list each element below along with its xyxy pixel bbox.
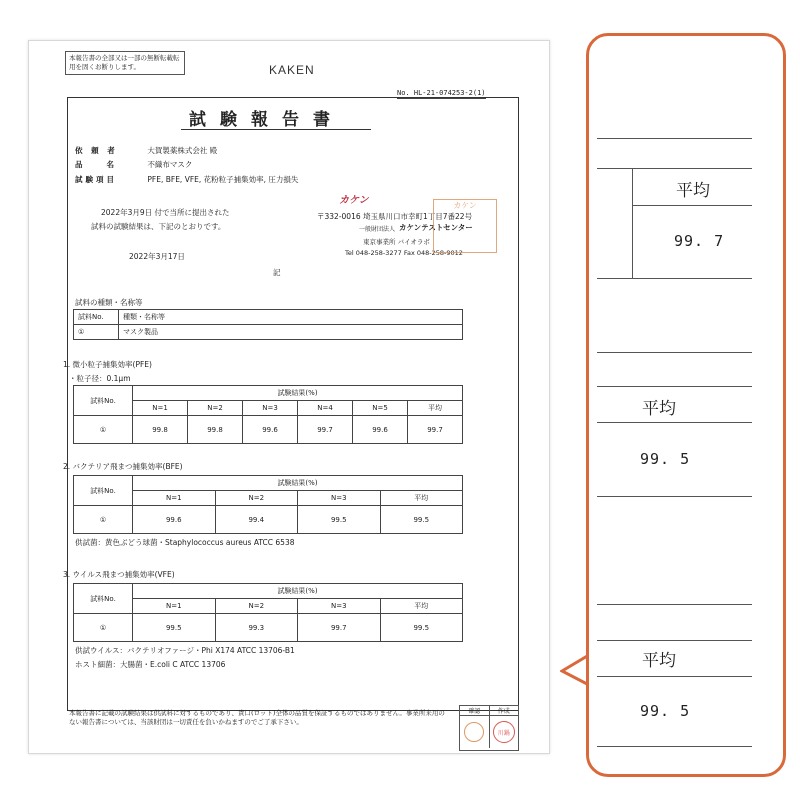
zoom-average-value-vfe: 99. 5	[640, 702, 691, 720]
zoom-average-value-bfe: 99. 5	[640, 450, 691, 468]
vfe-value: 99.7	[298, 614, 381, 642]
intro-line-1: 2022年3月9日 付で当所に提出された	[101, 208, 230, 217]
callout-column-rule	[632, 168, 633, 278]
pfe-value: 99.6	[353, 416, 408, 444]
sample-row-no: ①	[74, 325, 119, 340]
vfe-value: 99.5	[133, 614, 216, 642]
sample-section-header: 試料の種類・名称等	[75, 298, 143, 307]
lab-seal	[433, 199, 497, 253]
footer-disclaimer: 本報告書に記載の試験結果は供試料に対するものであり、貴口(ロット)全体の品質を保証するものではありません。事業所来用のない報告書については、当該財団は一切責任を負いかねますのでご了承下さい。	[69, 709, 445, 726]
vfe-header: N=1	[133, 599, 216, 614]
pfe-header: 平均	[408, 401, 463, 416]
items-value: PFE, BFE, VFE, 花粉粒子捕集効率, 圧力損失	[147, 175, 299, 184]
sample-col-name: 種類・名称等	[119, 310, 463, 325]
pfe-table	[73, 385, 463, 444]
callout-rule	[597, 278, 752, 279]
check-seal-icon	[464, 722, 484, 742]
items-label: 試験項目	[75, 175, 117, 184]
callout-rule	[597, 386, 752, 387]
vfe-col-sample: 試料No.	[74, 584, 133, 614]
bfe-table	[73, 475, 463, 534]
pfe-value: 99.6	[243, 416, 298, 444]
zoom-callout	[586, 33, 786, 777]
sign-make-stamp	[490, 716, 519, 748]
sign-make-label: 作成	[497, 708, 510, 715]
pfe-row-sample: ①	[74, 416, 133, 444]
callout-rule	[597, 676, 752, 677]
zoom-average-value-pfe: 99. 7	[674, 232, 725, 250]
vfe-average: 99.5	[380, 614, 463, 642]
pfe-col-result: 試験結果(%)	[133, 386, 463, 401]
pfe-header: N=3	[243, 401, 298, 416]
sample-row-name: マスク製品	[119, 325, 463, 340]
bfe-title: 2. バクテリア飛まつ捕集効率(BFE)	[63, 462, 183, 471]
items-row	[75, 174, 298, 185]
sign-box	[459, 705, 519, 751]
product-value: 不織布マスク	[147, 160, 193, 169]
pfe-title: 1. 微小粒子捕集効率(PFE)	[63, 360, 152, 369]
pfe-value: 99.8	[188, 416, 243, 444]
zoom-average-label-bfe: 平均	[642, 399, 676, 419]
bfe-value: 99.5	[298, 506, 381, 534]
callout-rule	[597, 746, 752, 747]
brand-header: KAKEN	[269, 63, 315, 77]
vfe-table	[73, 583, 463, 642]
pfe-header: N=1	[133, 401, 188, 416]
vfe-title: 3. ウイルス飛まつ捕集効率(VFE)	[63, 570, 175, 579]
lab-logo: カケン	[339, 195, 369, 206]
report-title: 試験報告書	[189, 110, 344, 130]
bfe-header: N=1	[133, 491, 216, 506]
zoom-average-label-vfe: 平均	[642, 651, 676, 671]
lab-office: 東京事業所 バイオラボ	[363, 238, 430, 246]
bfe-col-sample: 試料No.	[74, 476, 133, 506]
copy-notice: 本報告書の全部又は一部の無断転載転用を固くお断りします。	[65, 51, 185, 75]
callout-rule	[597, 604, 752, 605]
pfe-value: 99.7	[298, 416, 353, 444]
pfe-header: N=4	[298, 401, 353, 416]
lab-seal-text: カケン	[453, 201, 477, 210]
lab-org-prefix: 一般財団法人	[359, 226, 396, 233]
maker-seal: 川鍋	[493, 721, 515, 743]
bfe-value: 99.4	[215, 506, 298, 534]
ki-mark: 記	[273, 268, 281, 277]
lab-address: 〒332-0016 埼玉県川口市幸町1丁目7番22号	[317, 212, 473, 221]
bfe-header: 平均	[380, 491, 463, 506]
bfe-row-sample: ①	[74, 506, 133, 534]
pfe-particle-size: ・粒子径：0.1μm	[69, 374, 131, 383]
report-date: 2022年3月17日	[129, 252, 185, 261]
sample-col-no: 試料No.	[74, 310, 119, 325]
callout-rule	[597, 352, 752, 353]
product-row	[75, 159, 192, 170]
client-label: 依 頼 者	[75, 146, 118, 155]
pfe-col-sample: 試料No.	[74, 386, 133, 416]
sign-check-stamp	[460, 716, 490, 748]
vfe-row-sample: ①	[74, 614, 133, 642]
client-row	[75, 145, 217, 156]
bfe-average: 99.5	[380, 506, 463, 534]
client-value: 大賀製薬株式会社 殿	[147, 146, 218, 155]
callout-rule	[597, 496, 752, 497]
product-label: 品 名	[75, 160, 117, 169]
sign-check-label: 確認	[460, 706, 490, 715]
pfe-header: N=5	[353, 401, 408, 416]
callout-rule	[632, 205, 752, 206]
lab-org: カケンテストセンター	[399, 223, 473, 232]
callout-rule	[597, 138, 752, 139]
callout-rule	[597, 640, 752, 641]
lab-tel: Tel 048-258-3277 Fax 048-258-9012	[345, 249, 463, 257]
callout-rule	[597, 422, 752, 423]
title-underline	[181, 129, 371, 130]
sample-table	[73, 309, 463, 340]
bfe-note: 供試菌：黄色ぶどう球菌・Staphylococcus aureus ATCC 6538	[75, 538, 295, 547]
vfe-header: N=3	[298, 599, 381, 614]
bfe-value: 99.6	[133, 506, 216, 534]
bfe-header: N=2	[215, 491, 298, 506]
vfe-note-virus: 供試ウイルス：バクテリオファージ・Phi X174 ATCC 13706-B1	[75, 646, 295, 655]
intro-line-2: 試料の試験結果は、下記のとおりです。	[91, 222, 226, 231]
bfe-header: N=3	[298, 491, 381, 506]
report-number: No. HL-21-074253-2(1)	[397, 89, 486, 97]
callout-rule	[597, 168, 752, 169]
test-report-document	[28, 40, 550, 754]
vfe-header: 平均	[380, 599, 463, 614]
pfe-header: N=2	[188, 401, 243, 416]
vfe-header: N=2	[215, 599, 298, 614]
vfe-note-host: ホスト細菌：大腸菌・E.coli C ATCC 13706	[75, 660, 226, 669]
vfe-col-result: 試験結果(%)	[133, 584, 463, 599]
pfe-average: 99.7	[408, 416, 463, 444]
zoom-average-label-pfe: 平均	[676, 181, 710, 201]
bfe-col-result: 試験結果(%)	[133, 476, 463, 491]
vfe-value: 99.3	[215, 614, 298, 642]
pfe-value: 99.8	[133, 416, 188, 444]
